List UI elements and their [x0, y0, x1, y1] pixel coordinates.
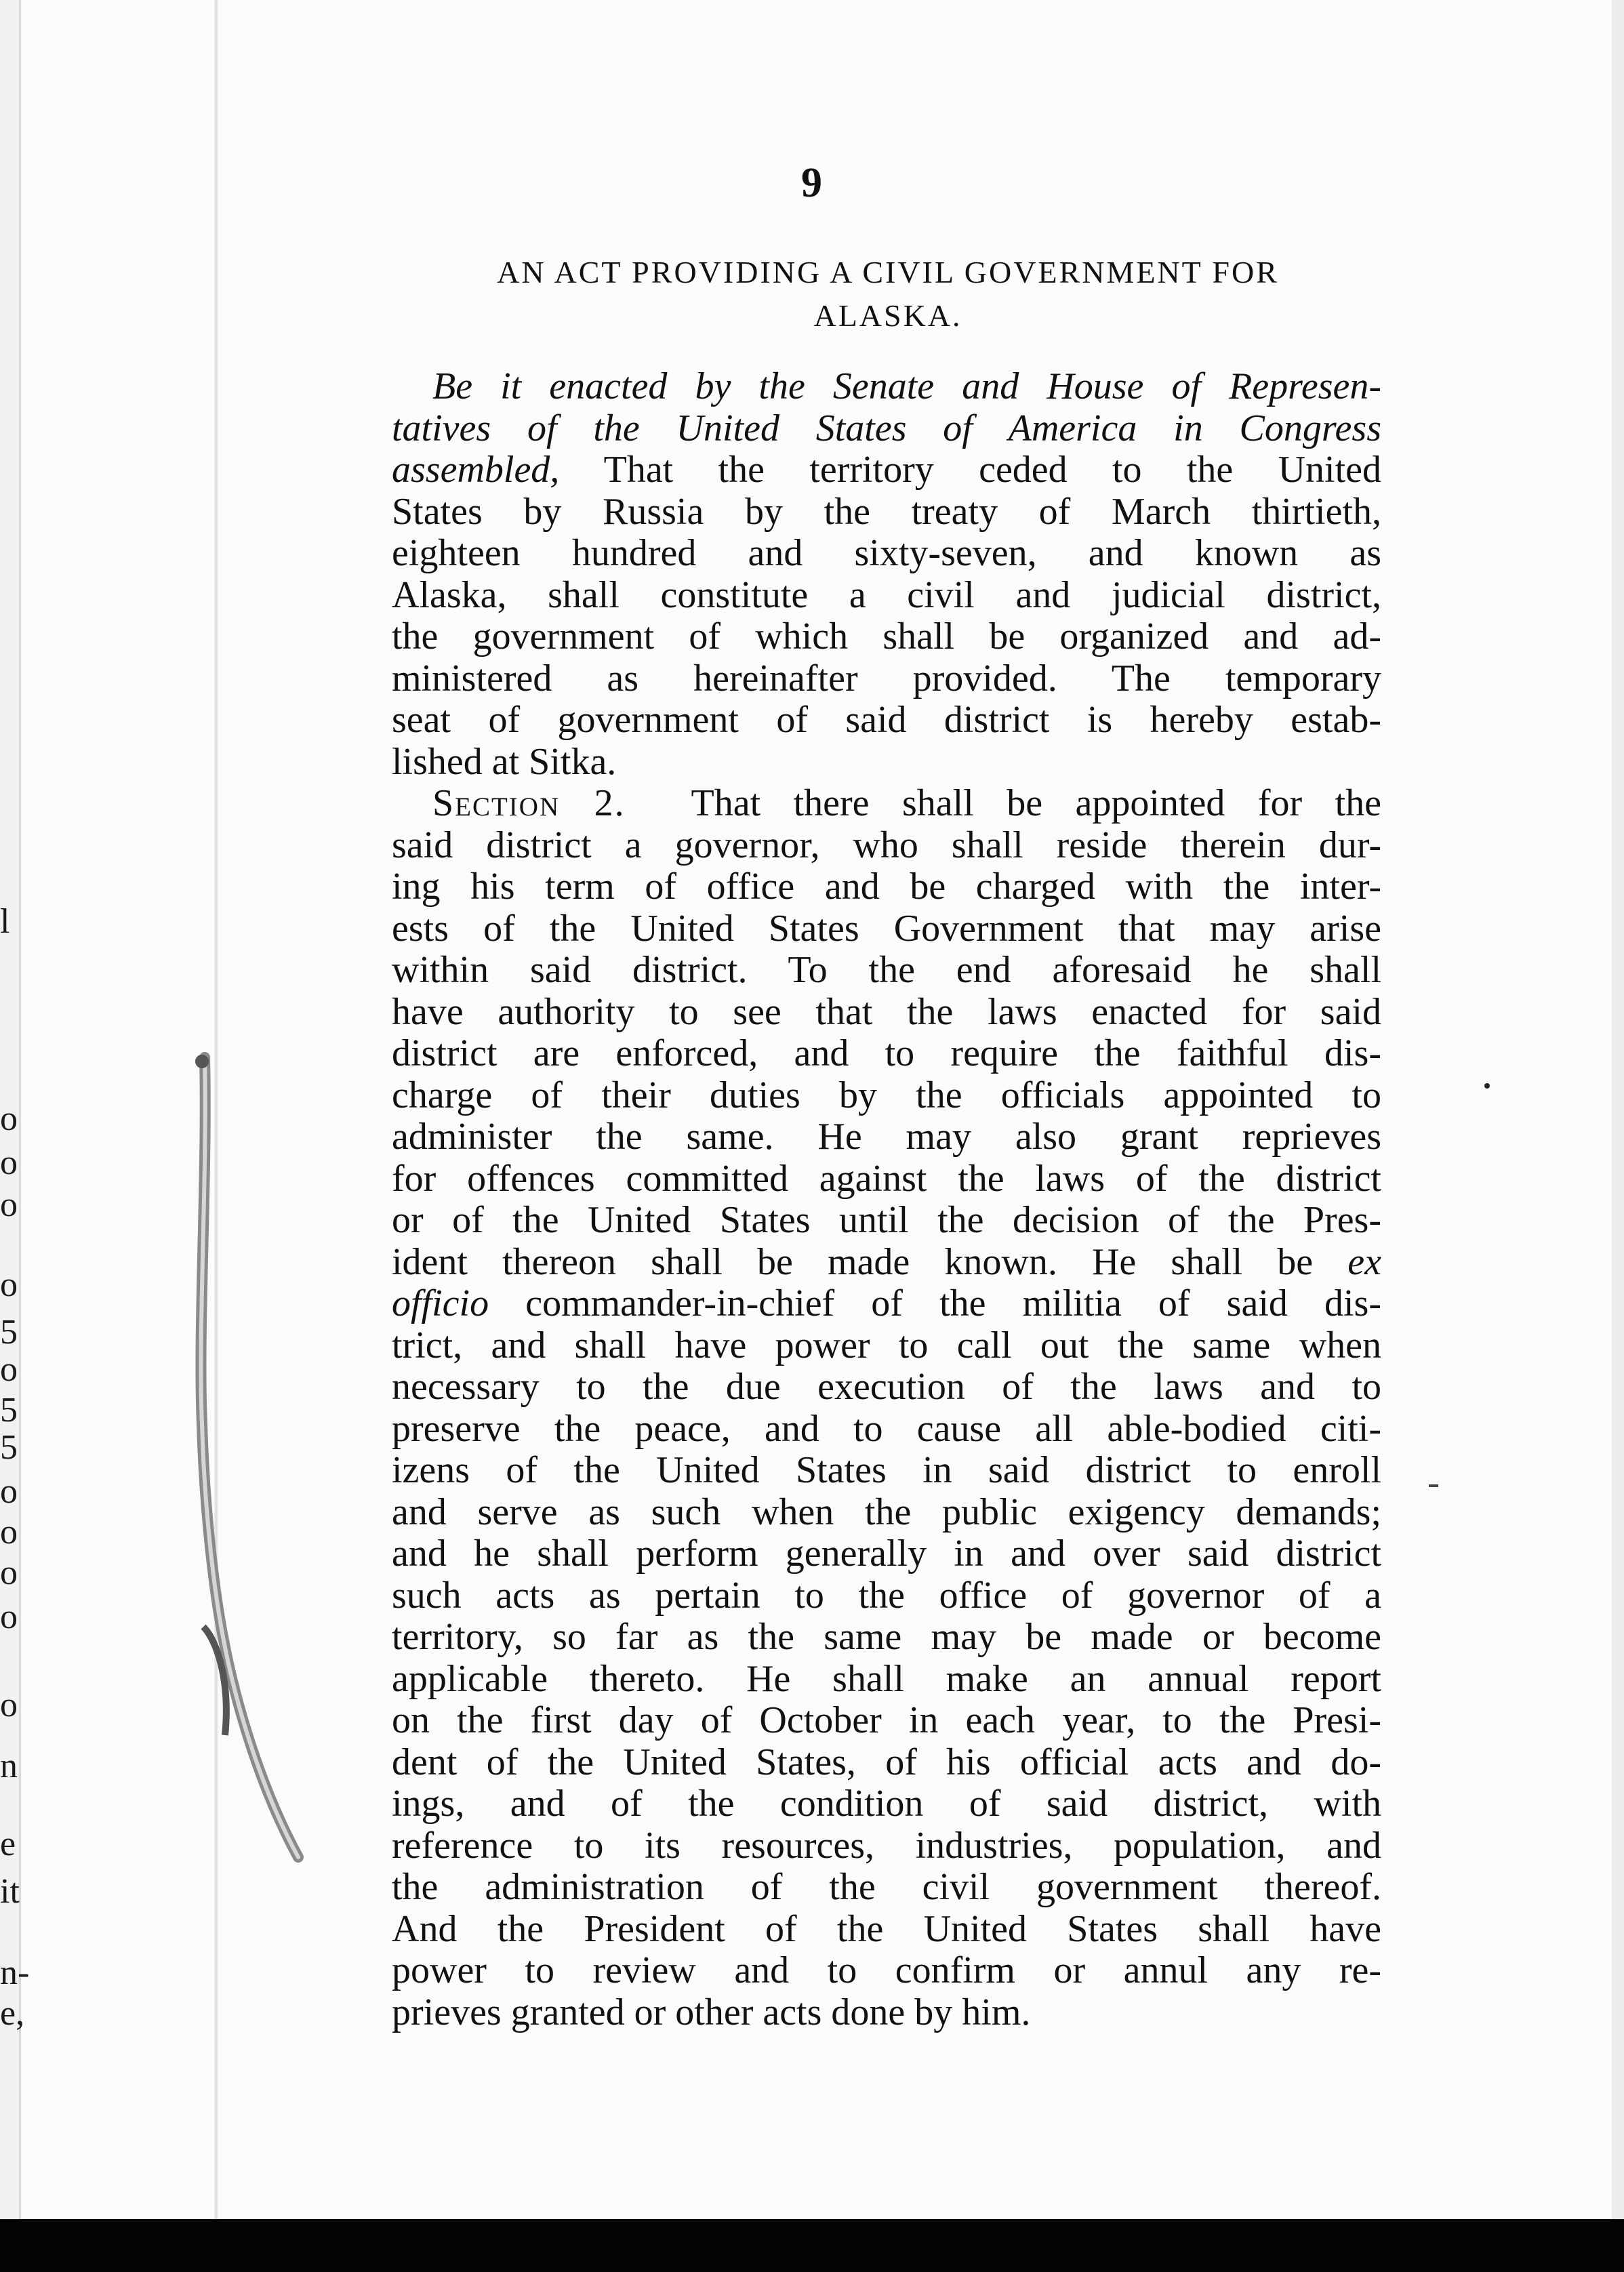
- fragment-char: n: [0, 1747, 18, 1785]
- fragment-char: l: [0, 902, 10, 941]
- text-line: the administration of the civil government thereof.: [392, 1866, 1381, 1908]
- text-line: [392, 449, 1381, 491]
- page-title: [407, 251, 1369, 338]
- text-line: tatives of the United States of America in Congress: [392, 407, 1381, 449]
- fragment-char: 5: [0, 1313, 18, 1352]
- text-line: eighteen hundred and sixty-seven, and known as: [392, 532, 1381, 574]
- text-line: within said district. To the end aforesaid he shall: [392, 949, 1381, 991]
- text-line: ing his term of office and be charged with the inter-: [392, 866, 1381, 908]
- fragment-char: o: [0, 1143, 18, 1182]
- fragment-char: 5: [0, 1428, 18, 1467]
- enacting-paragraph: [392, 366, 1381, 783]
- fragment-char: o: [0, 1686, 18, 1724]
- text-fragment: That there shall be appointed for the: [691, 782, 1382, 824]
- fragment-char: 5: [0, 1391, 18, 1429]
- text-line: reference to its resources, industries, population, and: [392, 1824, 1381, 1867]
- section-label: Section 2.: [432, 782, 626, 824]
- text-line: [392, 783, 1381, 825]
- italic-text: officio: [392, 1282, 489, 1324]
- text-line: ministered as hereinafter provided. The temporary: [392, 657, 1381, 699]
- text-line: the government of which shall be organized and ad-: [392, 615, 1381, 657]
- fragment-char: o: [0, 1099, 18, 1138]
- stray-mark: [1429, 1484, 1438, 1487]
- text-line: said district a governor, who shall reside therein dur-: [392, 824, 1381, 866]
- fragment-char: o: [0, 1185, 18, 1224]
- text-line: prieves granted or other acts done by him.: [392, 1991, 1031, 2033]
- facing-page-fragment: [0, 0, 30, 2272]
- text-fragment: commander-in-chief of the militia of said dis-: [489, 1282, 1381, 1324]
- text-line: have authority to see that the laws enacted for said: [392, 990, 1381, 1033]
- text-line: on the first day of October in each year, to the Presi-: [392, 1699, 1381, 1741]
- text-line: Alaska, shall constitute a civil and judicial district,: [392, 573, 1381, 616]
- section-2-paragraph: [392, 783, 1381, 2033]
- fragment-char: o: [0, 1554, 18, 1592]
- text-line: or of the United States until the decision of the Pres-: [392, 1199, 1381, 1241]
- text-fragment: ident thereon shall be made known. He shall be: [392, 1240, 1314, 1283]
- fragment-char: n-: [0, 1953, 30, 1992]
- fragment-char: o: [0, 1350, 18, 1389]
- text-line: And the President of the United States shall have: [392, 1907, 1381, 1950]
- text-line: applicable thereto. He shall make an annual report: [392, 1657, 1381, 1700]
- title-line: AN ACT PROVIDING A CIVIL GOVERNMENT FOR: [497, 255, 1279, 289]
- right-page-edge: [1612, 0, 1624, 2272]
- stray-mark: [1484, 1083, 1490, 1089]
- binding-thread: [183, 1044, 319, 1871]
- fragment-char: e: [0, 1825, 16, 1863]
- text-line: ests of the United States Government that may arise: [392, 907, 1381, 950]
- fragment-char: o: [0, 1598, 18, 1636]
- text-line: lished at Sitka.: [392, 740, 617, 783]
- italic-text: assembled,: [392, 449, 560, 491]
- text-line: izens of the United States in said district to enroll: [392, 1449, 1381, 1491]
- text-line: territory, so far as the same may be made or become: [392, 1616, 1381, 1658]
- text-line: necessary to the due execution of the laws and to: [392, 1366, 1381, 1408]
- fragment-char: e,: [0, 1994, 25, 2033]
- italic-text: ex: [1347, 1240, 1382, 1283]
- fragment-char: o: [0, 1265, 18, 1304]
- text-line: States by Russia by the treaty of March thirtieth,: [392, 490, 1381, 533]
- text-line: seat of government of said district is hereby estab-: [392, 699, 1381, 741]
- text-line: dent of the United States, of his official acts and do-: [392, 1741, 1381, 1783]
- text-line: trict, and shall have power to call out the same when: [392, 1324, 1381, 1366]
- text-line: for offences committed against the laws of the district: [392, 1157, 1381, 1200]
- text-line: administer the same. He may also grant reprieves: [392, 1116, 1381, 1158]
- fragment-char: o: [0, 1513, 18, 1551]
- text-line: and he shall perform generally in and over said district: [392, 1533, 1381, 1575]
- scan-bottom-border: [0, 2219, 1624, 2272]
- text-line: preserve the peace, and to cause all able-bodied citi-: [392, 1407, 1381, 1450]
- page-number: 9: [801, 160, 823, 206]
- text-line: [392, 1242, 1381, 1284]
- text-line: charge of their duties by the officials appointed to: [392, 1074, 1381, 1116]
- fragment-char: o: [0, 1472, 18, 1511]
- text-line: district are enforced, and to require the faithful dis-: [392, 1032, 1381, 1074]
- text-line: Be it enacted by the Senate and House of Represen-: [432, 365, 1381, 407]
- text-line: [392, 1283, 1381, 1325]
- text-line: power to review and to confirm or annul any re-: [392, 1949, 1381, 1991]
- text-line: such acts as pertain to the office of governor of a: [392, 1574, 1381, 1617]
- body-text: [392, 366, 1381, 2033]
- fragment-char: it: [0, 1872, 20, 1911]
- text-line: ings, and of the condition of said district, with: [392, 1783, 1381, 1825]
- title-line: ALASKA.: [813, 298, 962, 333]
- text-fragment: That the territory ceded to the United: [559, 449, 1381, 491]
- text-line: and serve as such when the public exigency demands;: [392, 1490, 1381, 1533]
